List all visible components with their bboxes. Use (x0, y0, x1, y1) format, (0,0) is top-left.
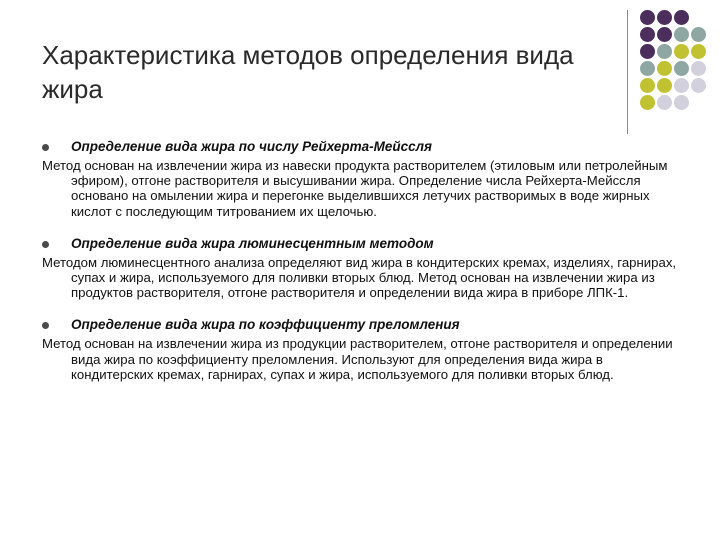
decor-dot (640, 27, 655, 42)
section-description: Метод основан на извлечении жира из продукции растворителем, отгоне растворителя и определении вида жира по коэффициенту преломления. Используют для определения вида жира в кондитерских кремах, гарнирах, супах и жира, используемого для поливки вторых блюд. (42, 336, 673, 382)
decor-dot (674, 10, 689, 25)
section-heading: Определение вида жира по числу Рейхерта-Мейссля (71, 139, 432, 154)
decor-dot (657, 78, 672, 93)
decor-dot (640, 61, 655, 76)
decor-dot (674, 27, 689, 42)
decor-dot (691, 27, 706, 42)
method-section-luminescent (42, 236, 682, 301)
section-heading-line (42, 317, 682, 333)
decor-dot (640, 95, 655, 110)
decor-dot (674, 44, 689, 59)
decor-dot (674, 78, 689, 93)
decor-dot (657, 44, 672, 59)
decor-dot (657, 10, 672, 25)
bullet-icon (42, 241, 49, 248)
decorative-divider (627, 10, 628, 134)
decor-dot (691, 78, 706, 93)
decor-dot (691, 44, 706, 59)
decor-dot (674, 95, 689, 110)
slide-body (42, 139, 682, 399)
decor-dot (674, 61, 689, 76)
section-description: Методом люминесцентного анализа определяют вид жира в кондитерских кремах, изделиях, гарнирах, супах и жира, используемого для поливки вторых блюд. Метод основан на извлечении жира из продуктов растворителя, отгоне растворителя и определении вида жира в приборе ЛПК-1. (42, 254, 677, 301)
decor-dot (640, 10, 655, 25)
decor-dot (640, 44, 655, 59)
decor-dot (657, 95, 672, 110)
method-section-refraction (42, 317, 682, 382)
slide-title: Характеристика методов определения вида жира (42, 40, 574, 104)
section-heading: Определение вида жира по коэффициенту преломления (71, 317, 460, 333)
section-heading-line (42, 139, 682, 155)
section-heading-line (42, 236, 682, 252)
bullet-icon (42, 322, 49, 329)
decor-dot (691, 61, 706, 76)
section-description: Метод основан на извлечении жира из навески продукта растворителем (этиловым или петролейным эфиром), отгоне растворителя и высушивании жира. Определение числа Рейхерта-Мейссля основано на омылении жира и перегонке выделившихся летучих растворимых в воде жирных кислот с последующим титрованием их щелочью. (42, 158, 668, 219)
bullet-icon (42, 144, 49, 151)
decor-dot (657, 61, 672, 76)
section-heading: Определение вида жира люминесцентным методом (71, 235, 434, 251)
decor-dot (657, 27, 672, 42)
method-section-reichert-meissl (42, 139, 682, 219)
decor-dot (640, 78, 655, 93)
